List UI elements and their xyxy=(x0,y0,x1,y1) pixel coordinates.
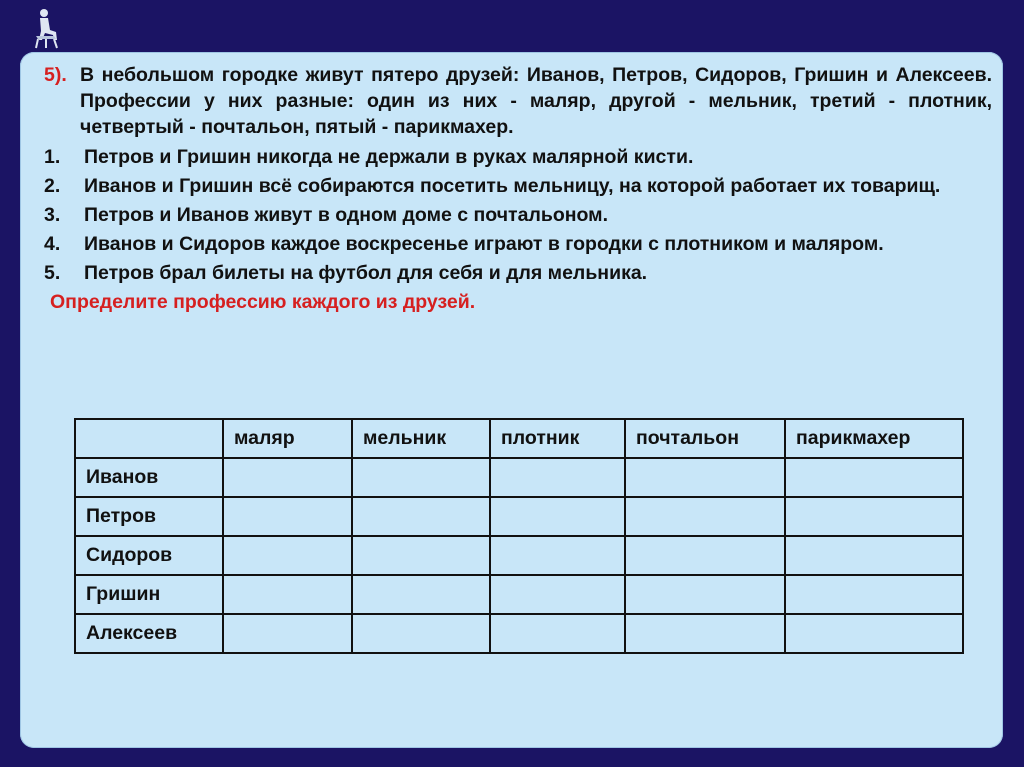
column-header: мельник xyxy=(352,419,490,458)
condition-number: 5. xyxy=(44,262,61,284)
answer-cell[interactable] xyxy=(490,536,625,575)
answer-grid xyxy=(74,418,964,654)
answer-cell[interactable] xyxy=(352,575,490,614)
answer-cell[interactable] xyxy=(223,497,352,536)
answer-cell[interactable] xyxy=(785,575,963,614)
condition-item xyxy=(44,260,992,286)
column-header: маляр xyxy=(223,419,352,458)
answer-cell[interactable] xyxy=(223,458,352,497)
answer-cell[interactable] xyxy=(223,536,352,575)
answer-cell[interactable] xyxy=(490,614,625,653)
answer-cell[interactable] xyxy=(785,536,963,575)
grid-header-row xyxy=(75,419,963,458)
condition-item xyxy=(44,173,992,199)
row-header: Алексеев xyxy=(75,614,223,653)
row-header: Гришин xyxy=(75,575,223,614)
answer-cell[interactable] xyxy=(785,458,963,497)
condition-item xyxy=(44,202,992,228)
answer-cell[interactable] xyxy=(785,497,963,536)
grid-corner-cell xyxy=(75,419,223,458)
answer-cell[interactable] xyxy=(223,614,352,653)
question-text: Определите профессию каждого из друзей. xyxy=(50,291,476,313)
answer-cell[interactable] xyxy=(490,497,625,536)
answer-cell[interactable] xyxy=(625,497,785,536)
problem-number: 5). xyxy=(44,64,67,86)
answer-cell[interactable] xyxy=(352,536,490,575)
answer-cell[interactable] xyxy=(490,458,625,497)
row-header: Петров xyxy=(75,497,223,536)
condition-number: 3. xyxy=(44,204,61,226)
seated-figure-icon xyxy=(26,6,62,50)
condition-text: Петров брал билеты на футбол для себя и для мельника. xyxy=(84,262,648,284)
answer-cell[interactable] xyxy=(625,614,785,653)
answer-cell[interactable] xyxy=(352,458,490,497)
grid-row xyxy=(75,575,963,614)
condition-text: Петров и Иванов живут в одном доме с почтальоном. xyxy=(84,204,609,226)
condition-text: Иванов и Сидоров каждое воскресенье играют в городки с плотником и маляром. xyxy=(84,233,884,255)
row-header: Иванов xyxy=(75,458,223,497)
condition-number: 1. xyxy=(44,146,61,168)
condition-number: 2. xyxy=(44,175,61,197)
answer-cell[interactable] xyxy=(625,536,785,575)
condition-number: 4. xyxy=(44,233,61,255)
grid-row xyxy=(75,497,963,536)
answer-cell[interactable] xyxy=(352,614,490,653)
answer-cell[interactable] xyxy=(625,458,785,497)
grid-row xyxy=(75,614,963,653)
column-header: плотник xyxy=(490,419,625,458)
column-header: почтальон xyxy=(625,419,785,458)
row-header: Сидоров xyxy=(75,536,223,575)
answer-cell[interactable] xyxy=(490,575,625,614)
condition-item xyxy=(44,144,992,170)
problem-text xyxy=(44,62,992,315)
column-header: парикмахер xyxy=(785,419,963,458)
answer-cell[interactable] xyxy=(352,497,490,536)
condition-text: Иванов и Гришин всё собираются посетить мельницу, на которой работает их товарищ. xyxy=(84,175,941,197)
condition-item xyxy=(44,231,992,257)
answer-cell[interactable] xyxy=(785,614,963,653)
problem-statement: В небольшом городке живут пятеро друзей: Иванов, Петров, Сидоров, Гришин и Алексеев. Профессии у них разные: один из них - маляр, другой - мельник, третий - плотник, четвертый - почтальон, пятый - парикмахер. xyxy=(80,64,992,138)
answer-cell[interactable] xyxy=(223,575,352,614)
condition-text: Петров и Гришин никогда не держали в руках малярной кисти. xyxy=(84,146,694,168)
conditions-list xyxy=(44,144,992,286)
answer-cell[interactable] xyxy=(625,575,785,614)
grid-row xyxy=(75,536,963,575)
grid-row xyxy=(75,458,963,497)
problem-intro xyxy=(44,62,992,140)
